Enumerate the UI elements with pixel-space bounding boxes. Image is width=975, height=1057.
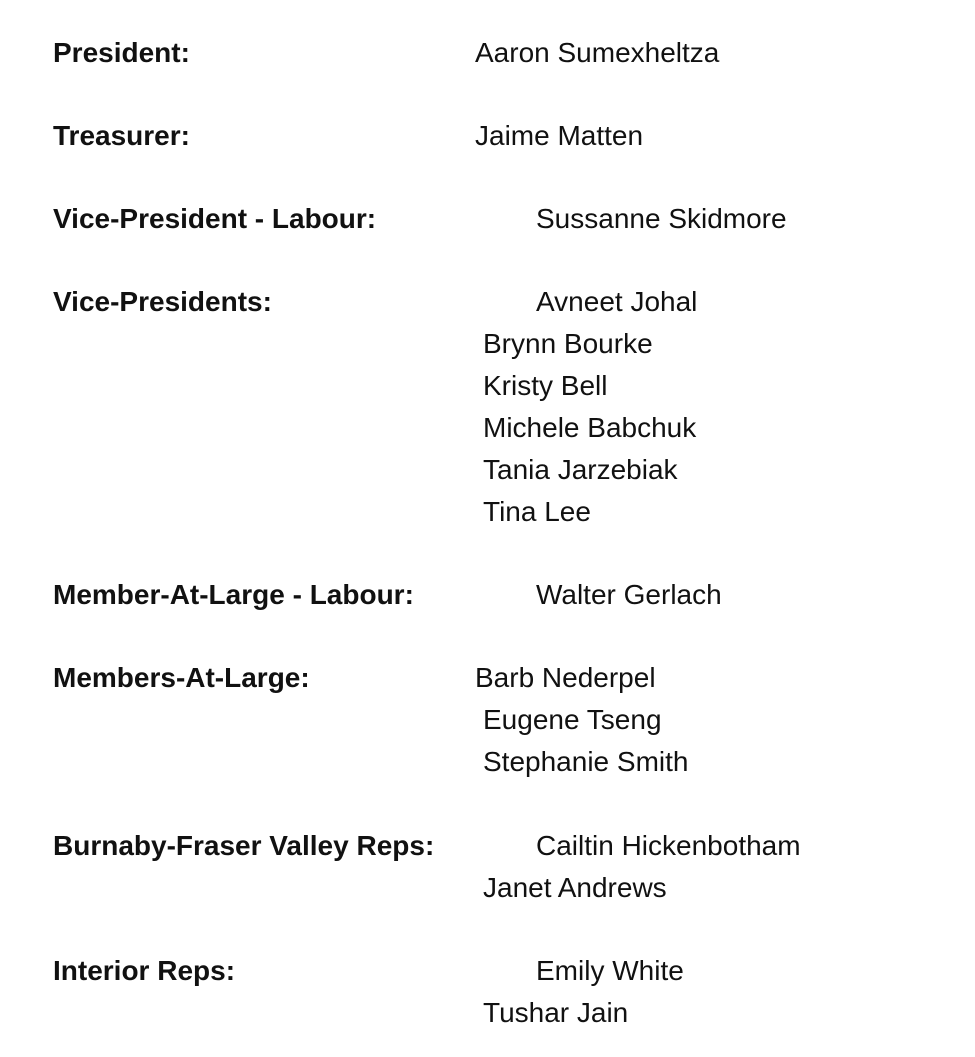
name-member-at-large: Stephanie Smith xyxy=(483,746,689,777)
name-member-at-large: Eugene Tseng xyxy=(483,704,662,735)
name-vice-president: Brynn Bourke xyxy=(483,328,653,359)
name-member-at-large-labour: Walter Gerlach xyxy=(536,579,722,610)
name-president: Aaron Sumexheltza xyxy=(475,37,720,68)
role-label-president: President: xyxy=(53,37,190,68)
name-vice-president: Kristy Bell xyxy=(483,370,608,401)
name-vice-president: Tina Lee xyxy=(483,496,591,527)
role-label-burnaby-fraser-valley-reps: Burnaby-Fraser Valley Reps: xyxy=(53,830,435,861)
name-interior-rep: Tushar Jain xyxy=(483,997,629,1028)
role-label-interior-reps: Interior Reps: xyxy=(53,955,236,986)
name-burnaby-fraser-valley-rep: Cailtin Hickenbotham xyxy=(536,830,801,861)
name-vice-president: Michele Babchuk xyxy=(483,412,697,443)
name-burnaby-fraser-valley-rep: Janet Andrews xyxy=(483,872,667,903)
name-treasurer: Jaime Matten xyxy=(475,120,644,151)
role-label-treasurer: Treasurer: xyxy=(53,120,190,151)
name-interior-rep: Emily White xyxy=(536,955,684,986)
name-member-at-large: Barb Nederpel xyxy=(475,662,656,693)
role-label-vice-presidents: Vice-Presidents: xyxy=(53,286,272,317)
role-label-members-at-large: Members-At-Large: xyxy=(53,662,310,693)
role-label-member-at-large-labour: Member-At-Large - Labour: xyxy=(53,579,414,610)
name-vice-president: Avneet Johal xyxy=(536,286,698,317)
role-label-vice-president-labour: Vice-President - Labour: xyxy=(53,203,377,234)
name-vice-president: Tania Jarzebiak xyxy=(483,454,678,485)
name-vice-president-labour: Sussanne Skidmore xyxy=(536,203,787,234)
